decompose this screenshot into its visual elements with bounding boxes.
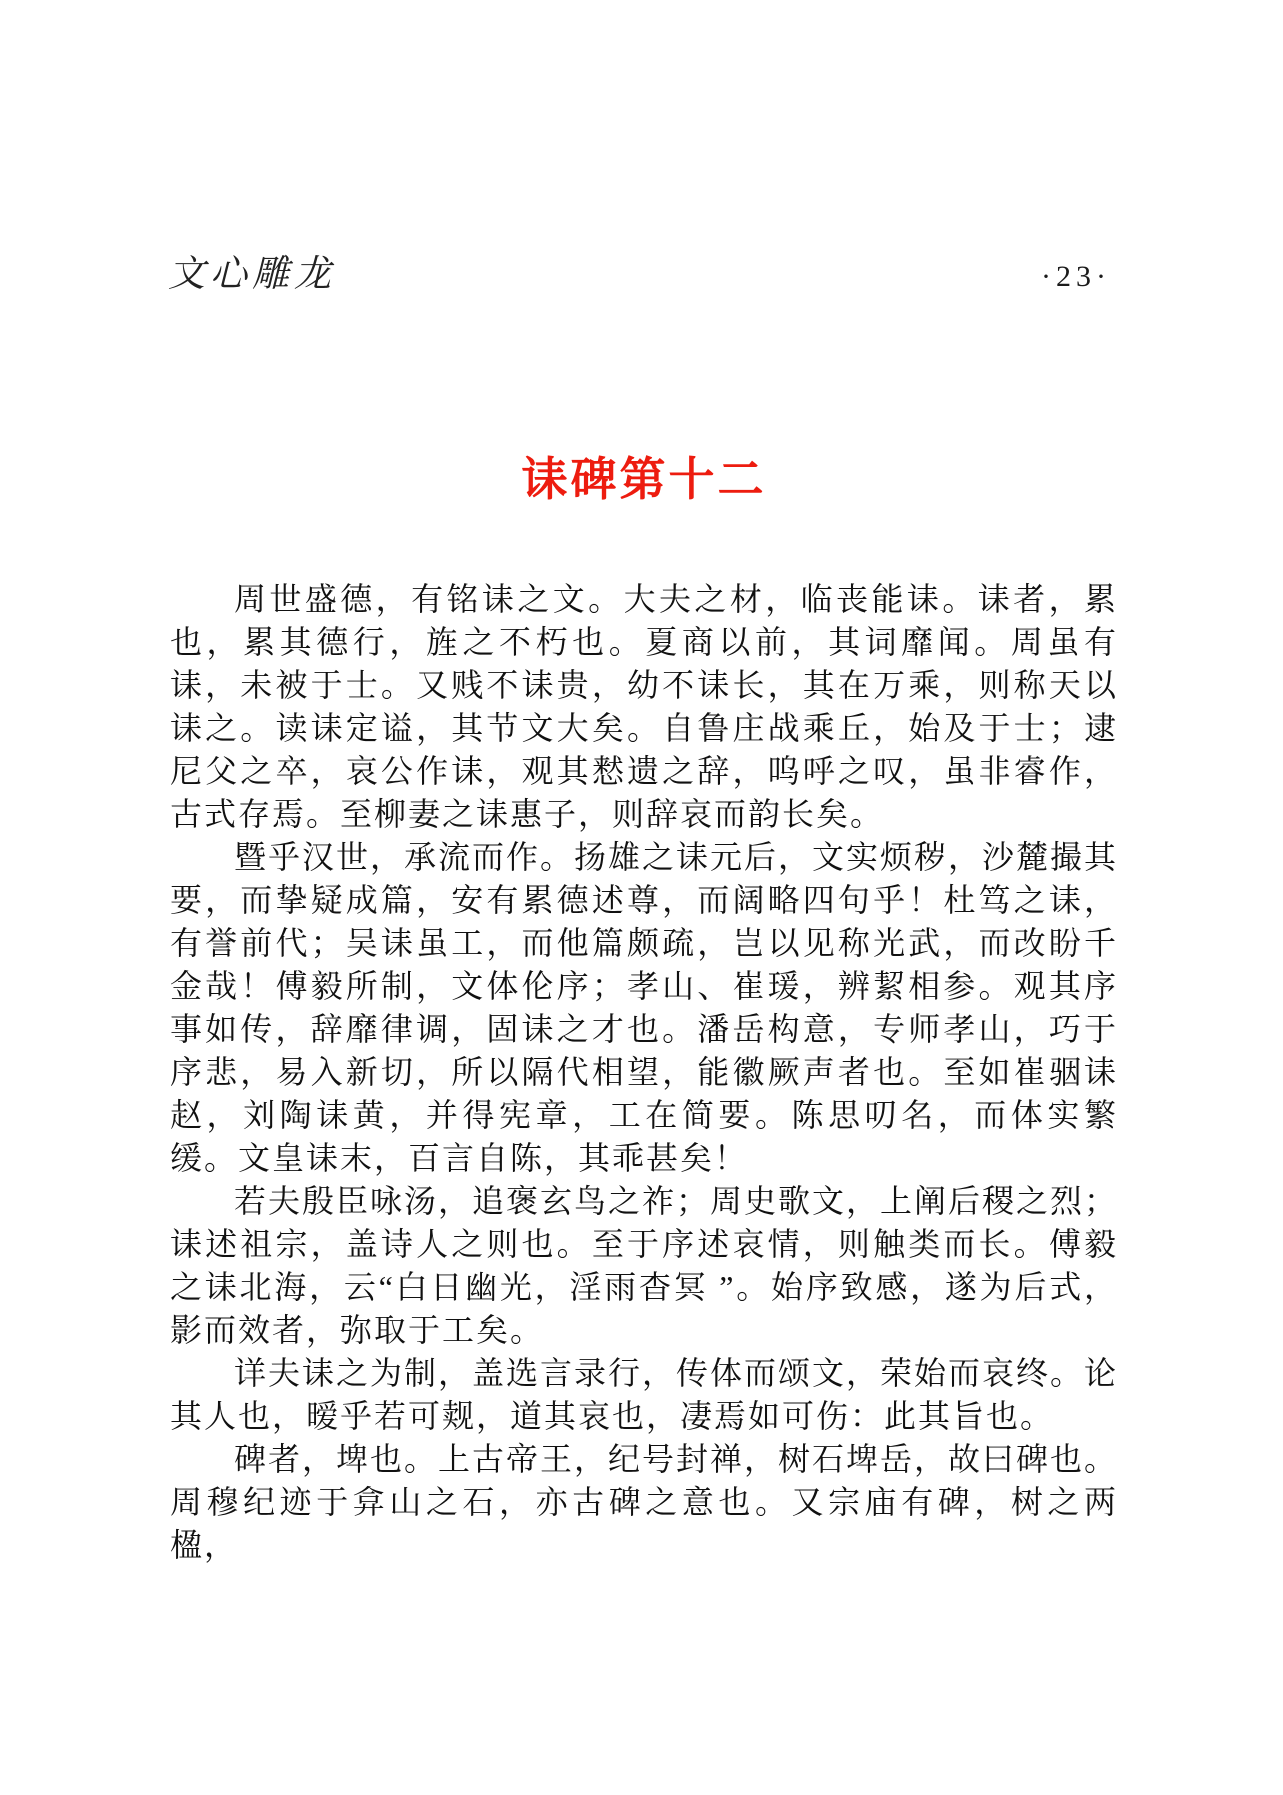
page-header: [168, 243, 1111, 297]
paragraph-1: 周世盛德，有铭诔之文。大夫之材，临丧能诔。诔者，累也，累其德行，旌之不朽也。夏商以前，其词靡闻。周虽有诔，未被于士。又贱不诔贵，幼不诔长，其在万乘，则称天以诔之。读诔定谥，其节文大矣。自鲁庄战乘丘，始及于士；逮尼父之卒，哀公作诔，观其慭遗之辞，呜呼之叹，虽非睿作，古式存焉。至柳妻之诔惠子，则辞哀而韵长矣。: [170, 581, 1118, 832]
chapter-title: 诔碑第十二: [521, 453, 767, 505]
book-title: 文心雕龙: [168, 254, 336, 295]
paragraph-4: 详夫诔之为制，盖选言录行，传体而颂文，荣始而哀终。论其人也，暧乎若可觌，道其哀也，凄焉如可伤：此其旨也。: [170, 1355, 1119, 1434]
page-number: ·23·: [1041, 260, 1111, 293]
paragraph-5: 碑者，埤也。上古帝王，纪号封禅，树石埤岳，故曰碑也。周穆纪迹于弇山之石，亦古碑之意也。又宗庙有碑，树之两楹，: [170, 1441, 1119, 1563]
body-text: [170, 578, 1118, 1567]
paragraph-2: 暨乎汉世，承流而作。扬雄之诔元后，文实烦秽，沙麓撮其要，而挚疑成篇，安有累德述尊，而阔略四句乎！杜笃之诔，有誉前代；吴诔虽工，而他篇颇疏，岂以见称光武，而改盼千金哉！傅毅所制，文体伦序；孝山、崔瑗，辨絜相参。观其序事如传，辞靡律调，固诔之才也。潘岳构意，专师孝山，巧于序悲，易入新切，所以隔代相望，能徽厥声者也。至如崔骃诔赵，刘陶诔黄，并得宪章，工在简要。陈思叨名，而体实繁缓。文皇诔末，百言自陈，其乖甚矣！: [170, 839, 1119, 1176]
paragraph-3: 若夫殷臣咏汤，追褒玄鸟之祚；周史歌文，上阐后稷之烈；诔述祖宗，盖诗人之则也。至于序述哀情，则触类而长。傅毅之诔北海，云“白日幽光，淫雨杳冥 ”。始序致感，遂为后式，影而效者，弥取于工矣。: [170, 1183, 1119, 1348]
